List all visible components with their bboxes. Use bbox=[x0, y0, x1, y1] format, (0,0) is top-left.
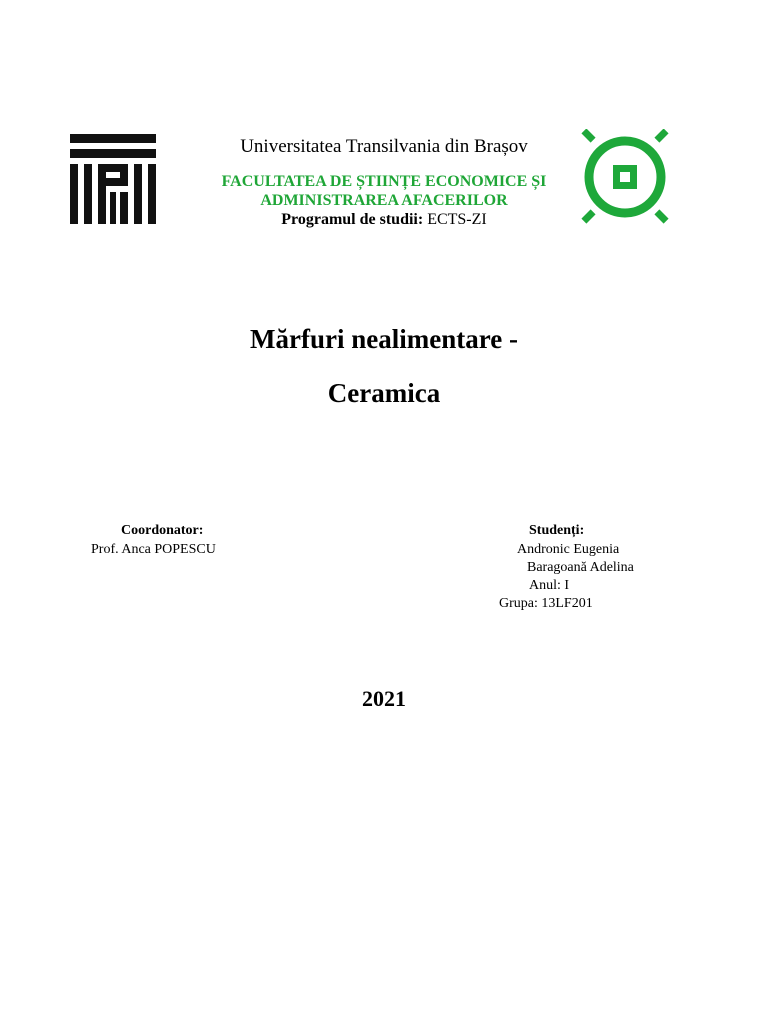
student-name-2: Baragoană Adelina bbox=[527, 560, 634, 575]
faculty-logo-icon bbox=[577, 129, 673, 225]
document-title-line1: Mărfuri nealimentare - bbox=[250, 324, 518, 354]
study-program-label: Programul de studii: bbox=[281, 211, 424, 228]
study-program-value: ECTS-ZI bbox=[427, 211, 487, 228]
student-name-1: Andronic Eugenia bbox=[517, 542, 620, 557]
coordinator-label: Coordonator: bbox=[121, 523, 204, 538]
study-year: Anul: I bbox=[529, 578, 570, 593]
study-group: Grupa: 13LF201 bbox=[499, 596, 593, 611]
header-block bbox=[180, 136, 588, 229]
coordinator-name: Prof. Anca POPESCU bbox=[91, 542, 216, 557]
study-program bbox=[180, 210, 588, 229]
university-name: Universitatea Transilvania din Brașov bbox=[240, 136, 528, 157]
document-year: 2021 bbox=[362, 686, 406, 711]
university-logo-icon bbox=[70, 134, 156, 224]
faculty-name-line2: ADMINISTRAREA AFACERILOR bbox=[260, 192, 508, 209]
faculty-name-line1: FACULTATEA DE ȘTIINȚE ECONOMICE ȘI bbox=[221, 173, 547, 190]
students-label: Studenți: bbox=[529, 523, 585, 538]
document-title-line2: Ceramica bbox=[327, 378, 441, 408]
